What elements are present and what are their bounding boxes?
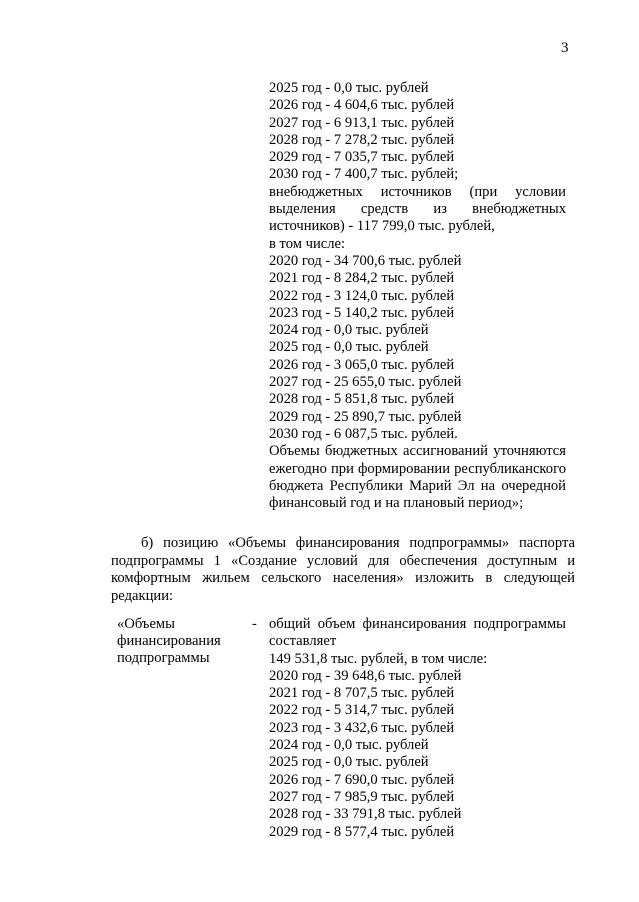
- instruction-paragraph: б) позицию «Объемы финансирования подпрограммы» паспорта подпрограммы 1 «Создание условий для обеспечения доступным и комфортным жильем сельского населения» изложить в следующей редакции:: [111, 535, 575, 604]
- financing-column-bottom: [269, 616, 566, 841]
- year-line: 2025 год - 0,0 тыс. рублей: [269, 339, 429, 356]
- year-line: 2024 год - 0,0 тыс. рублей: [269, 322, 429, 339]
- year-line: 2028 год - 5 851,8 тыс. рублей: [269, 391, 455, 408]
- total-value: 149 531,8 тыс. рублей, в том числе:: [269, 650, 488, 667]
- year-line: 2025 год - 0,0 тыс. рублей: [269, 754, 429, 771]
- year-line: 2028 год - 7 278,2 тыс. рублей: [269, 131, 455, 148]
- label-dash: -: [252, 616, 257, 632]
- bottom-year-list: [269, 668, 566, 841]
- year-line: 2027 год - 7 985,9 тыс. рублей: [269, 788, 455, 805]
- year-line: 2028 год - 33 791,8 тыс. рублей: [269, 806, 462, 823]
- budget-note: Объемы бюджетных ассигнований уточняются ежегодно при формировании республиканского бюджета Республики Марий Эл на очередной финансовый год и на плановый период»;: [269, 443, 566, 512]
- financing-column-top: [269, 80, 566, 512]
- year-line: 2027 год - 6 913,1 тыс. рублей: [269, 114, 455, 131]
- year-line: 2023 год - 3 432,6 тыс. рублей: [269, 719, 455, 736]
- year-line: 2020 год - 34 700,6 тыс. рублей: [269, 252, 462, 269]
- year-line: 2024 год - 0,0 тыс. рублей: [269, 737, 429, 754]
- year-line: 2027 год - 25 655,0 тыс. рублей: [269, 374, 462, 391]
- year-line: 2030 год - 6 087,5 тыс. рублей.: [269, 425, 458, 442]
- extrabudget-text: внебюджетных источников (при условии выделения средств из внебюджетных источников) - 117 799,0 тыс. рублей,: [269, 183, 566, 235]
- year-line: 2026 год - 3 065,0 тыс. рублей: [269, 356, 455, 373]
- year-line: 2025 год - 0,0 тыс. рублей: [269, 80, 429, 96]
- year-line: 2029 год - 7 035,7 тыс. рублей: [269, 149, 455, 166]
- year-line: 2026 год - 4 604,6 тыс. рублей: [269, 97, 455, 114]
- total-text: общий объем финансирования подпрограммы составляет: [269, 616, 566, 650]
- year-line: 2021 год - 8 284,2 тыс. рублей: [269, 270, 455, 287]
- extrabudget-in-total: в том числе:: [269, 235, 346, 252]
- top-year-list: [269, 80, 566, 184]
- section-label: «Объемы финансирования подпрограммы: [117, 616, 221, 666]
- year-line: 2022 год - 5 314,7 тыс. рублей: [269, 702, 455, 719]
- year-line: 2020 год - 39 648,6 тыс. рублей: [269, 667, 462, 684]
- year-line: 2026 год - 7 690,0 тыс. рублей: [269, 771, 455, 788]
- extrabudget-year-list: [269, 253, 566, 443]
- year-line: 2021 год - 8 707,5 тыс. рублей: [269, 685, 455, 702]
- year-line: 2030 год - 7 400,7 тыс. рублей;: [269, 166, 459, 183]
- page-number: 3: [561, 40, 569, 56]
- year-line: 2022 год - 3 124,0 тыс. рублей: [269, 287, 455, 304]
- year-line: 2029 год - 8 577,4 тыс. рублей: [269, 823, 455, 840]
- year-line: 2029 год - 25 890,7 тыс. рублей: [269, 408, 462, 425]
- year-line: 2023 год - 5 140,2 тыс. рублей: [269, 304, 455, 321]
